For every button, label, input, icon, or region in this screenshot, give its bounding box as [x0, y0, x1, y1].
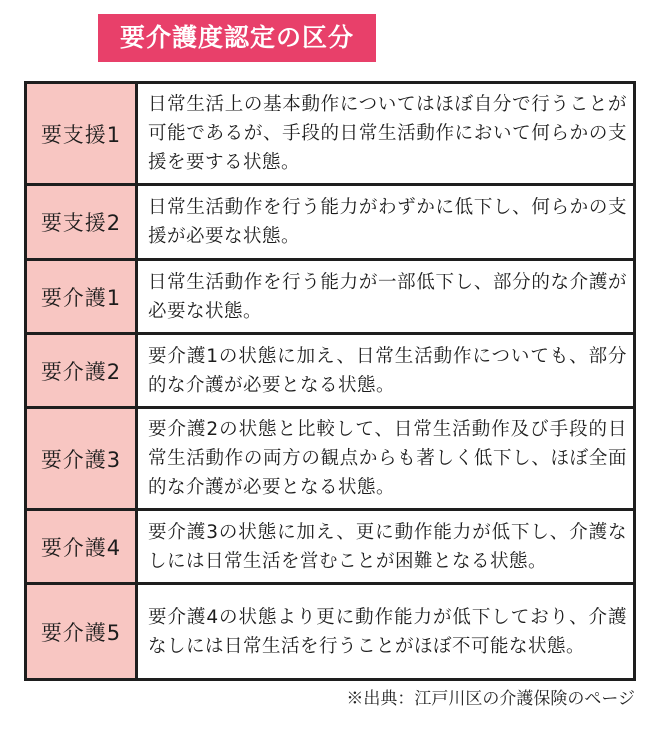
level-label: 要介護1 [26, 260, 137, 334]
level-description: 要介護2の状態と比較して、日常生活動作及び手段的日常生活動作の両方の観点からも著しく低下し、ほぼ全面的な介護が必要となる状態。 [137, 408, 635, 510]
level-description: 要介護1の状態に加え、日常生活動作についても、部分的な介護が必要となる状態。 [137, 334, 635, 408]
level-description: 要介護3の状態に加え、更に動作能力が低下し、介護なしには日常生活を営むことが困難となる状態。 [137, 510, 635, 584]
source-note: ※出典：江戸川区の介護保険のページ [346, 689, 635, 709]
table-row [26, 334, 635, 408]
level-description: 日常生活上の基本動作についてはほぼ自分で行うことが可能であるが、手段的日常生活動作において何らかの支援を要する状態。 [137, 83, 635, 185]
level-label: 要介護5 [26, 584, 137, 680]
table-row [26, 510, 635, 584]
level-label: 要介護4 [26, 510, 137, 584]
level-label: 要支援2 [26, 185, 137, 260]
level-label: 要介護3 [26, 408, 137, 510]
table-row [26, 83, 635, 185]
level-description: 日常生活動作を行う能力がわずかに低下し、何らかの支援が必要な状態。 [137, 185, 635, 260]
level-label: 要支援1 [26, 83, 137, 185]
table-row [26, 408, 635, 510]
level-label: 要介護2 [26, 334, 137, 408]
table-row [26, 260, 635, 334]
level-description: 要介護4の状態より更に動作能力が低下しており、介護なしには日常生活を行うことがほぼ不可能な状態。 [137, 584, 635, 680]
level-description: 日常生活動作を行う能力が一部低下し、部分的な介護が必要な状態。 [137, 260, 635, 334]
page-title: 要介護度認定の区分 [98, 14, 376, 62]
table-row [26, 584, 635, 680]
care-level-table [24, 81, 636, 681]
table-row [26, 185, 635, 260]
